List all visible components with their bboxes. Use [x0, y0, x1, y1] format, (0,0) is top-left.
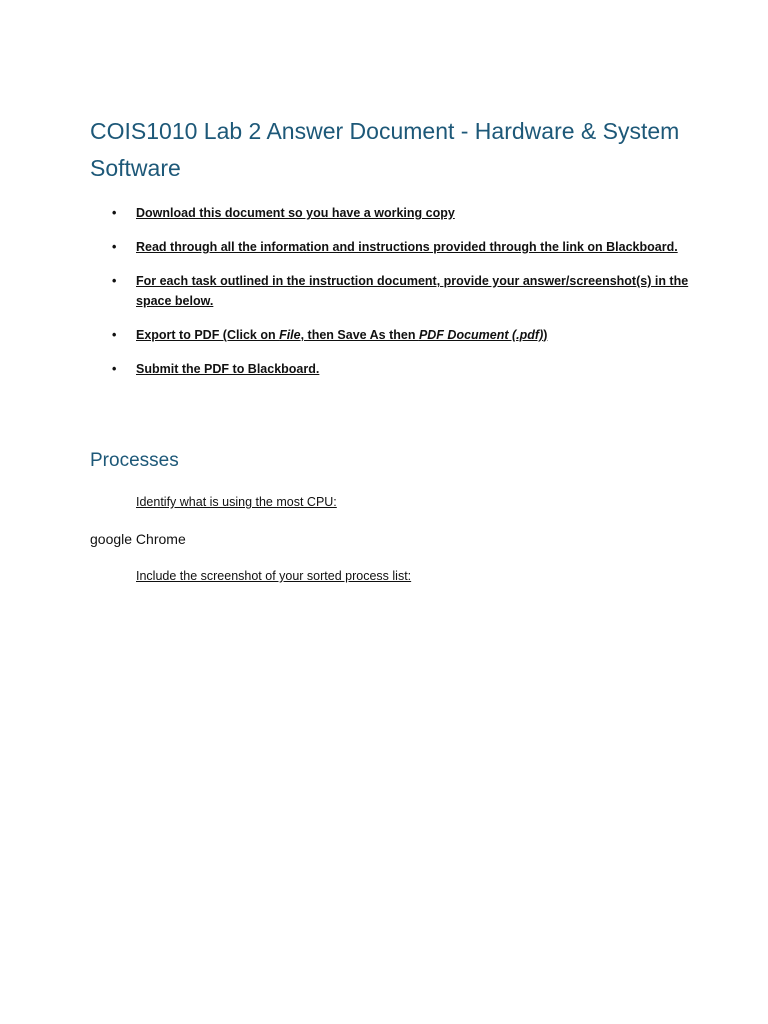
processes-heading: Processes — [90, 450, 179, 471]
bullet-icon: • — [112, 274, 117, 288]
cpu-prompt: Identify what is using the most CPU: — [136, 495, 337, 509]
bullet-icon: • — [112, 240, 117, 254]
instruction-text: Download this document so you have a working copy — [136, 206, 455, 220]
cpu-answer-text[interactable]: google Chrome — [90, 531, 186, 547]
instruction-text: Submit the PDF to Blackboard. — [136, 362, 320, 376]
bullet-icon: • — [112, 362, 117, 376]
instruction-text-export — [136, 328, 547, 342]
export-text-pdf-format: PDF Document (.pdf) — [418, 328, 544, 342]
instruction-item — [90, 237, 690, 257]
export-text-part3: , then Save As then — [300, 328, 419, 342]
instruction-item — [90, 271, 690, 311]
bullet-icon: • — [112, 328, 117, 342]
document-title: COIS1010 Lab 2 Answer Document - Hardware & System Software — [90, 118, 680, 181]
export-text-file: File — [279, 328, 301, 342]
export-text-part5: ) — [543, 328, 548, 342]
instruction-text: Read through all the information and instructions provided through the link on Blackboard. — [136, 240, 678, 254]
instructions-list — [90, 203, 690, 393]
instruction-item — [90, 325, 690, 345]
screenshot-prompt: Include the screenshot of your sorted process list: — [136, 569, 412, 583]
bullet-icon: • — [112, 206, 117, 220]
instruction-item — [90, 203, 690, 223]
instruction-item — [90, 359, 690, 379]
export-text-part1: Export to PDF (Click on — [136, 328, 280, 342]
instruction-text: For each task outlined in the instruction document, provide your answer/screenshot(s) in the space below. — [136, 274, 689, 308]
